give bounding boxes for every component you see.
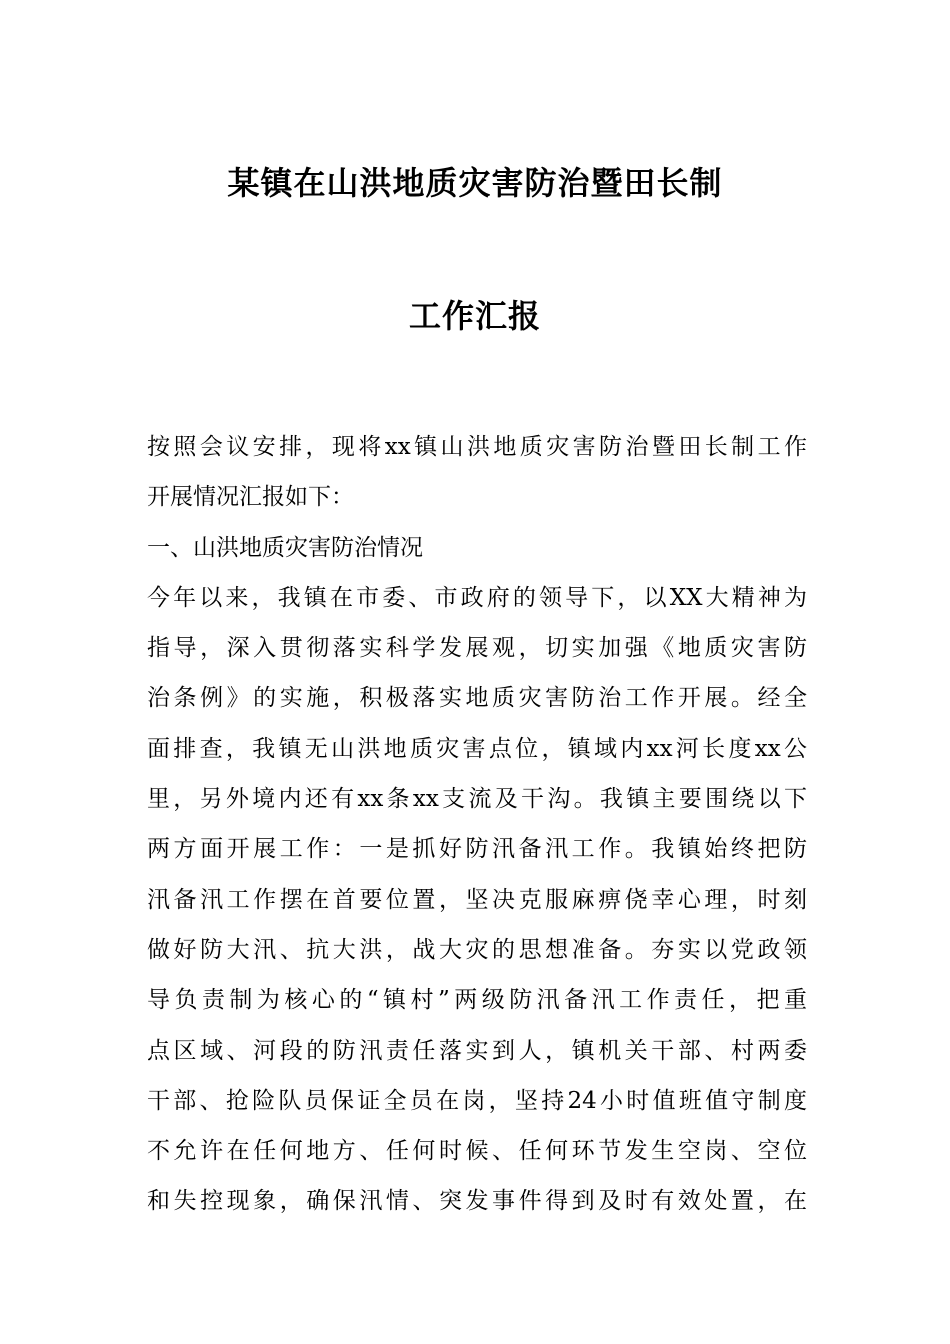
- body-line: 导负责制为核心的“镇村”两级防汛备汛工作责任，把重: [147, 987, 807, 1014]
- body-line: 不允许在任何地方、任何时候、任何环节发生空岗、空位: [147, 1138, 807, 1165]
- document-body: [147, 422, 807, 1227]
- body-line: 两方面开展工作：一是抓好防汛备汛工作。我镇始终把防: [147, 836, 807, 863]
- body-line: 按照会议安排，现将xx镇山洪地质灾害防治暨田长制工作: [147, 434, 807, 460]
- body-line: 汛备汛工作摆在首要位置，坚决克服麻痹侥幸心理，时刻: [147, 886, 807, 913]
- body-line: 做好防大汛、抗大洪，战大灾的思想准备。夯实以党政领: [147, 936, 807, 963]
- body-line: 指导，深入贯彻落实科学发展观，切实加强《地质灾害防: [147, 635, 807, 662]
- body-line: 里，另外境内还有xx条xx支流及干沟。我镇主要围绕以下: [147, 786, 807, 813]
- body-line: 面排查，我镇无山洪地质灾害点位，镇域内xx河长度xx公: [147, 735, 807, 762]
- body-line: 开展情况汇报如下：: [147, 484, 354, 511]
- body-line: 干部、抢险队员保证全员在岗，坚持24小时值班值守制度: [147, 1087, 807, 1114]
- document-title-line-1: 某镇在山洪地质灾害防治暨田长制: [227, 164, 723, 202]
- section-heading: 一、山洪地质灾害防治情况: [147, 534, 423, 561]
- document-title-line-2: 工作汇报: [408, 297, 541, 335]
- body-line: 点区域、河段的防汛责任落实到人，镇机关干部、村两委: [147, 1037, 807, 1064]
- body-line: 今年以来，我镇在市委、市政府的领导下，以XX大精神为: [147, 584, 807, 611]
- body-line: 治条例》的实施，积极落实地质灾害防治工作开展。经全: [147, 685, 807, 712]
- body-line: 和失控现象，确保汛情、突发事件得到及时有效处置，在: [147, 1188, 807, 1215]
